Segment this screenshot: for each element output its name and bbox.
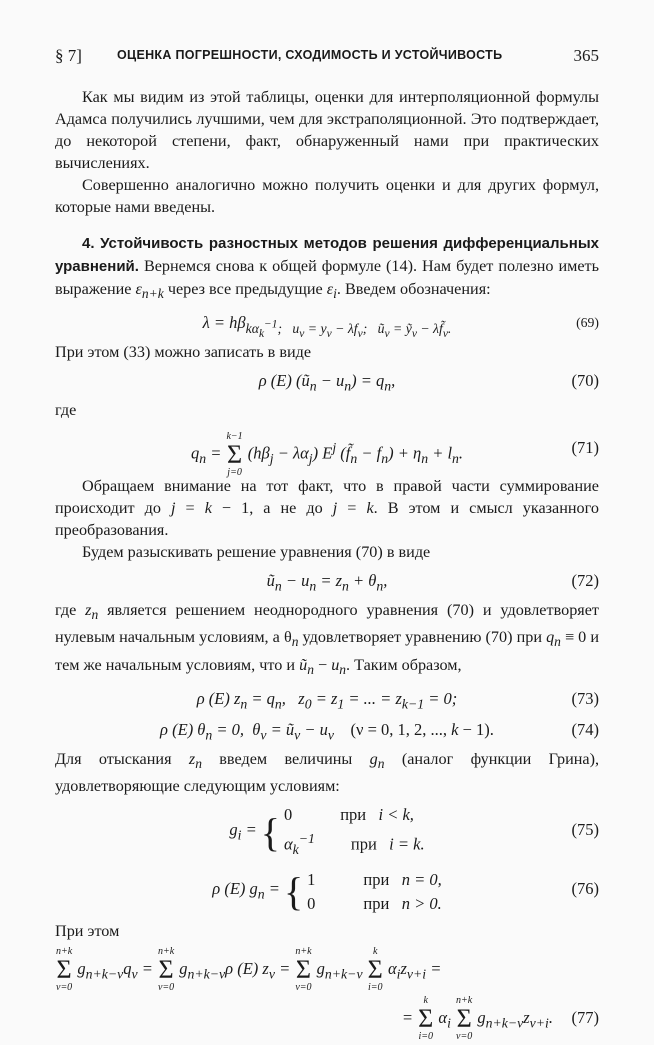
paragraph-section-4: 4. Устойчивость разностных методов решения дифференциальных уравнений. Вернемся снова к общей формуле (14). Нам будет полезно иметь выражение $\varepsilon_{n+k}$ через все предыдущие $\varepsilon_i$. Введем обозначения: [55, 235, 599, 302]
paragraph-6: Обращаем внимание на тот факт, что в правой части суммирование происходит до j = k − 1, а не до j = k. В этом и смысл указанного преобразования. [55, 477, 599, 540]
page-number: 365 [573, 46, 599, 65]
equation-number-74: (74) [571, 719, 599, 739]
sum-symbol: k−1 Σ j=0 [226, 430, 243, 478]
equation-74: ρ (E) $\theta_n = 0$, $\theta_\nu$ = $ũ_\nu - u_\nu$ (ν = 0, 1, 2, ..., k − 1). (74) [55, 717, 599, 743]
paragraph-1: Как мы видим из этой таблицы, оценки для интерполяционной формулы Адамса получились лучшими, чем для экстраполяционной. Это подтверждает, до некоторой степени, факт, обнаруженный нами при практических вычислениях. [55, 88, 599, 172]
equation-75: $g_i$ = { 0 при i < k, $\alpha_k^{-1}$ при i = k. (75) [55, 802, 599, 858]
equation-77-line-2: = k Σ i=0 $\alpha_i$ n+k Σ ν=0 $g_{n+k-\nu}z_{\nu+i}$. (77) [401, 995, 599, 1043]
cases-75: 0 при i < k, $\alpha_k^{-1}$ при i = k. [283, 805, 425, 858]
cases-76: 1 при n = 0, 0 при n > 0. [307, 869, 442, 913]
paragraph-4: При этом (33) можно записать в виде [55, 343, 312, 362]
running-header [55, 46, 599, 70]
page-body [55, 86, 599, 1045]
equation-77-line-1: n+k Σ ν=0 $g_{n+k-\nu}q_\nu$ = n+k Σ ν=0 $g_{n+k-\nu}\rho$ (E) $z_\nu$ = n+k Σ ν=0 $g_{n+k-\nu}$ k Σ i=0 $\alpha_iz_{\nu+i}$ = [56, 946, 442, 994]
header-title: ОЦЕНКА ПОГРЕШНОСТИ, СХОДИМОСТЬ И УСТОЙЧИВОСТЬ [117, 48, 503, 62]
equation-number-72: (72) [571, 571, 599, 591]
paragraph-7: Будем разыскивать решение уравнения (70) в виде [82, 543, 431, 562]
equation-72: $ũ_n - u_n = z_n + \theta_n$, (72) [55, 568, 599, 594]
equation-number-73: (73) [571, 688, 599, 708]
equation-71: $q_n$ = k−1 Σ j=0 $(h\beta_j - \lambda\alpha_j)$ $E^j$ $(f̃_n - f_n) + \eta_n + l_n$. (71) [55, 426, 599, 470]
equation-number-69: (69) [576, 315, 599, 331]
section-heading: 4. Устойчивость разностных методов решения дифференциальных уравнений. [55, 235, 599, 275]
equation-number-77: (77) [571, 1008, 599, 1028]
paragraph-5: где [55, 401, 77, 420]
header-section: § 7] [55, 46, 82, 65]
equation-76: ρ (E) $g_n$ = { 1 при n = 0, 0 при n > 0. (76) [212, 868, 599, 914]
equation-73: ρ (E) $z_n = q_n$, $z_0 = z_1$ = ... = $z_{k-1} = 0$; (73) [55, 686, 599, 712]
paragraph-2: Совершенно аналогично можно получить оценки и для других формул, которые нами введены. [55, 176, 599, 216]
equation-number-75: (75) [571, 820, 599, 840]
equation-number-70: (70) [571, 371, 599, 391]
paragraph-10: При этом [55, 922, 120, 941]
equation-69: $\lambda = h\beta_{k\alpha_k^{-1}; u_\nu = y_\nu - \lambda f_\nu; ũ_\nu = ỹ_\nu - \lambda f̃_\nu. (69)}$ [55, 310, 599, 336]
equation-number-71: (71) [571, 438, 599, 458]
paragraph-9: Для отыскания $z_n$ введем величины $g_n$ (аналог функции Грина), удовлетворяющие следующим условиям: [55, 749, 600, 796]
equation-70: ρ (E) $(ũ_n - u_n) = q_n$, (70) [55, 368, 599, 394]
equation-number-76: (76) [571, 879, 599, 899]
paragraph-8: где $z_n$ является решением неоднородного уравнения (70) и удовлетворяет нулевым начальным условиям, а $\theta_n$ удовлетворяет уравнению (70) при $q_n \equiv 0$ и тем же начальным условиям, что и $ũ_n - u_n$. Таким образом, [55, 601, 599, 677]
